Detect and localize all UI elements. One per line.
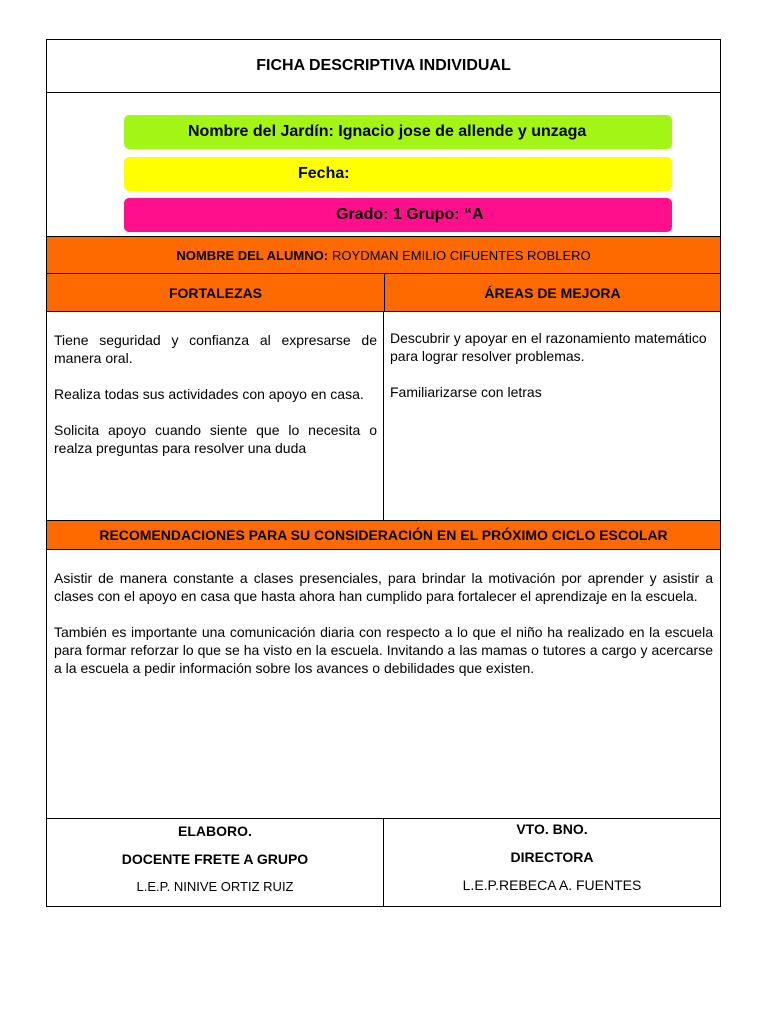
school-name-bar: Nombre del Jardín: Ignacio jose de allende y unzaga (124, 115, 672, 149)
strength-item: Solicita apoyo cuando siente que lo necesita o realza preguntas para resolver una duda (54, 422, 377, 456)
descriptive-sheet (46, 39, 721, 907)
strengths-header: FORTALEZAS (47, 274, 385, 311)
school-info (47, 93, 720, 236)
signature-heading: ELABORO. (178, 823, 252, 839)
strengths-column (47, 312, 384, 520)
improvement-item: Familiarizarse con letras (390, 384, 542, 400)
student-name-value: ROYDMAN EMILIO CIFUENTES ROBLERO (332, 247, 591, 263)
recommendations-header: RECOMENDACIONES PARA SU CONSIDERACIÓN EN EL PRÓXIMO CICLO ESCOLAR (47, 520, 720, 550)
signature-role: DIRECTORA (510, 849, 594, 865)
signature-elaboro (47, 819, 384, 907)
signature-name: L.E.P. NINIVE ORTIZ RUIZ (136, 879, 294, 894)
improvement-areas-column (384, 312, 720, 520)
student-name-row (47, 236, 720, 274)
grade-group-bar: Grado: 1 Grupo: “A (124, 198, 672, 232)
strength-item: Tiene seguridad y confianza al expresarse de manera oral. (54, 332, 377, 366)
signature-vto-bno (384, 819, 720, 907)
date-bar: Fecha: (124, 157, 672, 191)
signature-heading: VTO. BNO. (516, 821, 588, 837)
signatures-row (47, 818, 720, 907)
columns-header-row (47, 274, 720, 312)
student-name-label: NOMBRE DEL ALUMNO: (176, 247, 329, 263)
sheet-title: FICHA DESCRIPTIVA INDIVIDUAL (47, 40, 720, 93)
columns-content-row (47, 312, 720, 520)
improvement-areas-header: ÁREAS DE MEJORA (484, 284, 621, 301)
improvement-item: Descubrir y apoyar en el razonamiento matemático para lograr resolver problemas. (390, 330, 707, 364)
recommendation-paragraph: Asistir de manera constante a clases presenciales, para brindar la motivación por aprender y asistir a clases con el apoyo en casa que hasta ahora han cumplido para fortalecer el aprendizaje en la escuela. (54, 570, 713, 604)
signature-name: L.E.P.REBECA A. FUENTES (462, 877, 642, 893)
signature-role: DOCENTE FRETE A GRUPO (121, 851, 309, 867)
strength-item: Realiza todas sus actividades con apoyo en casa. (54, 386, 364, 402)
recommendations-text (47, 550, 720, 818)
recommendation-paragraph: También es importante una comunicación diaria con respecto a lo que el niño ha realizado en la escuela para formar reforzar lo que se ha visto en la escuela. Invitando a las mamas o tutores a cargo y acercarse a la escuela a pedir información sobre los avances o debilidades que existen. (54, 624, 713, 676)
